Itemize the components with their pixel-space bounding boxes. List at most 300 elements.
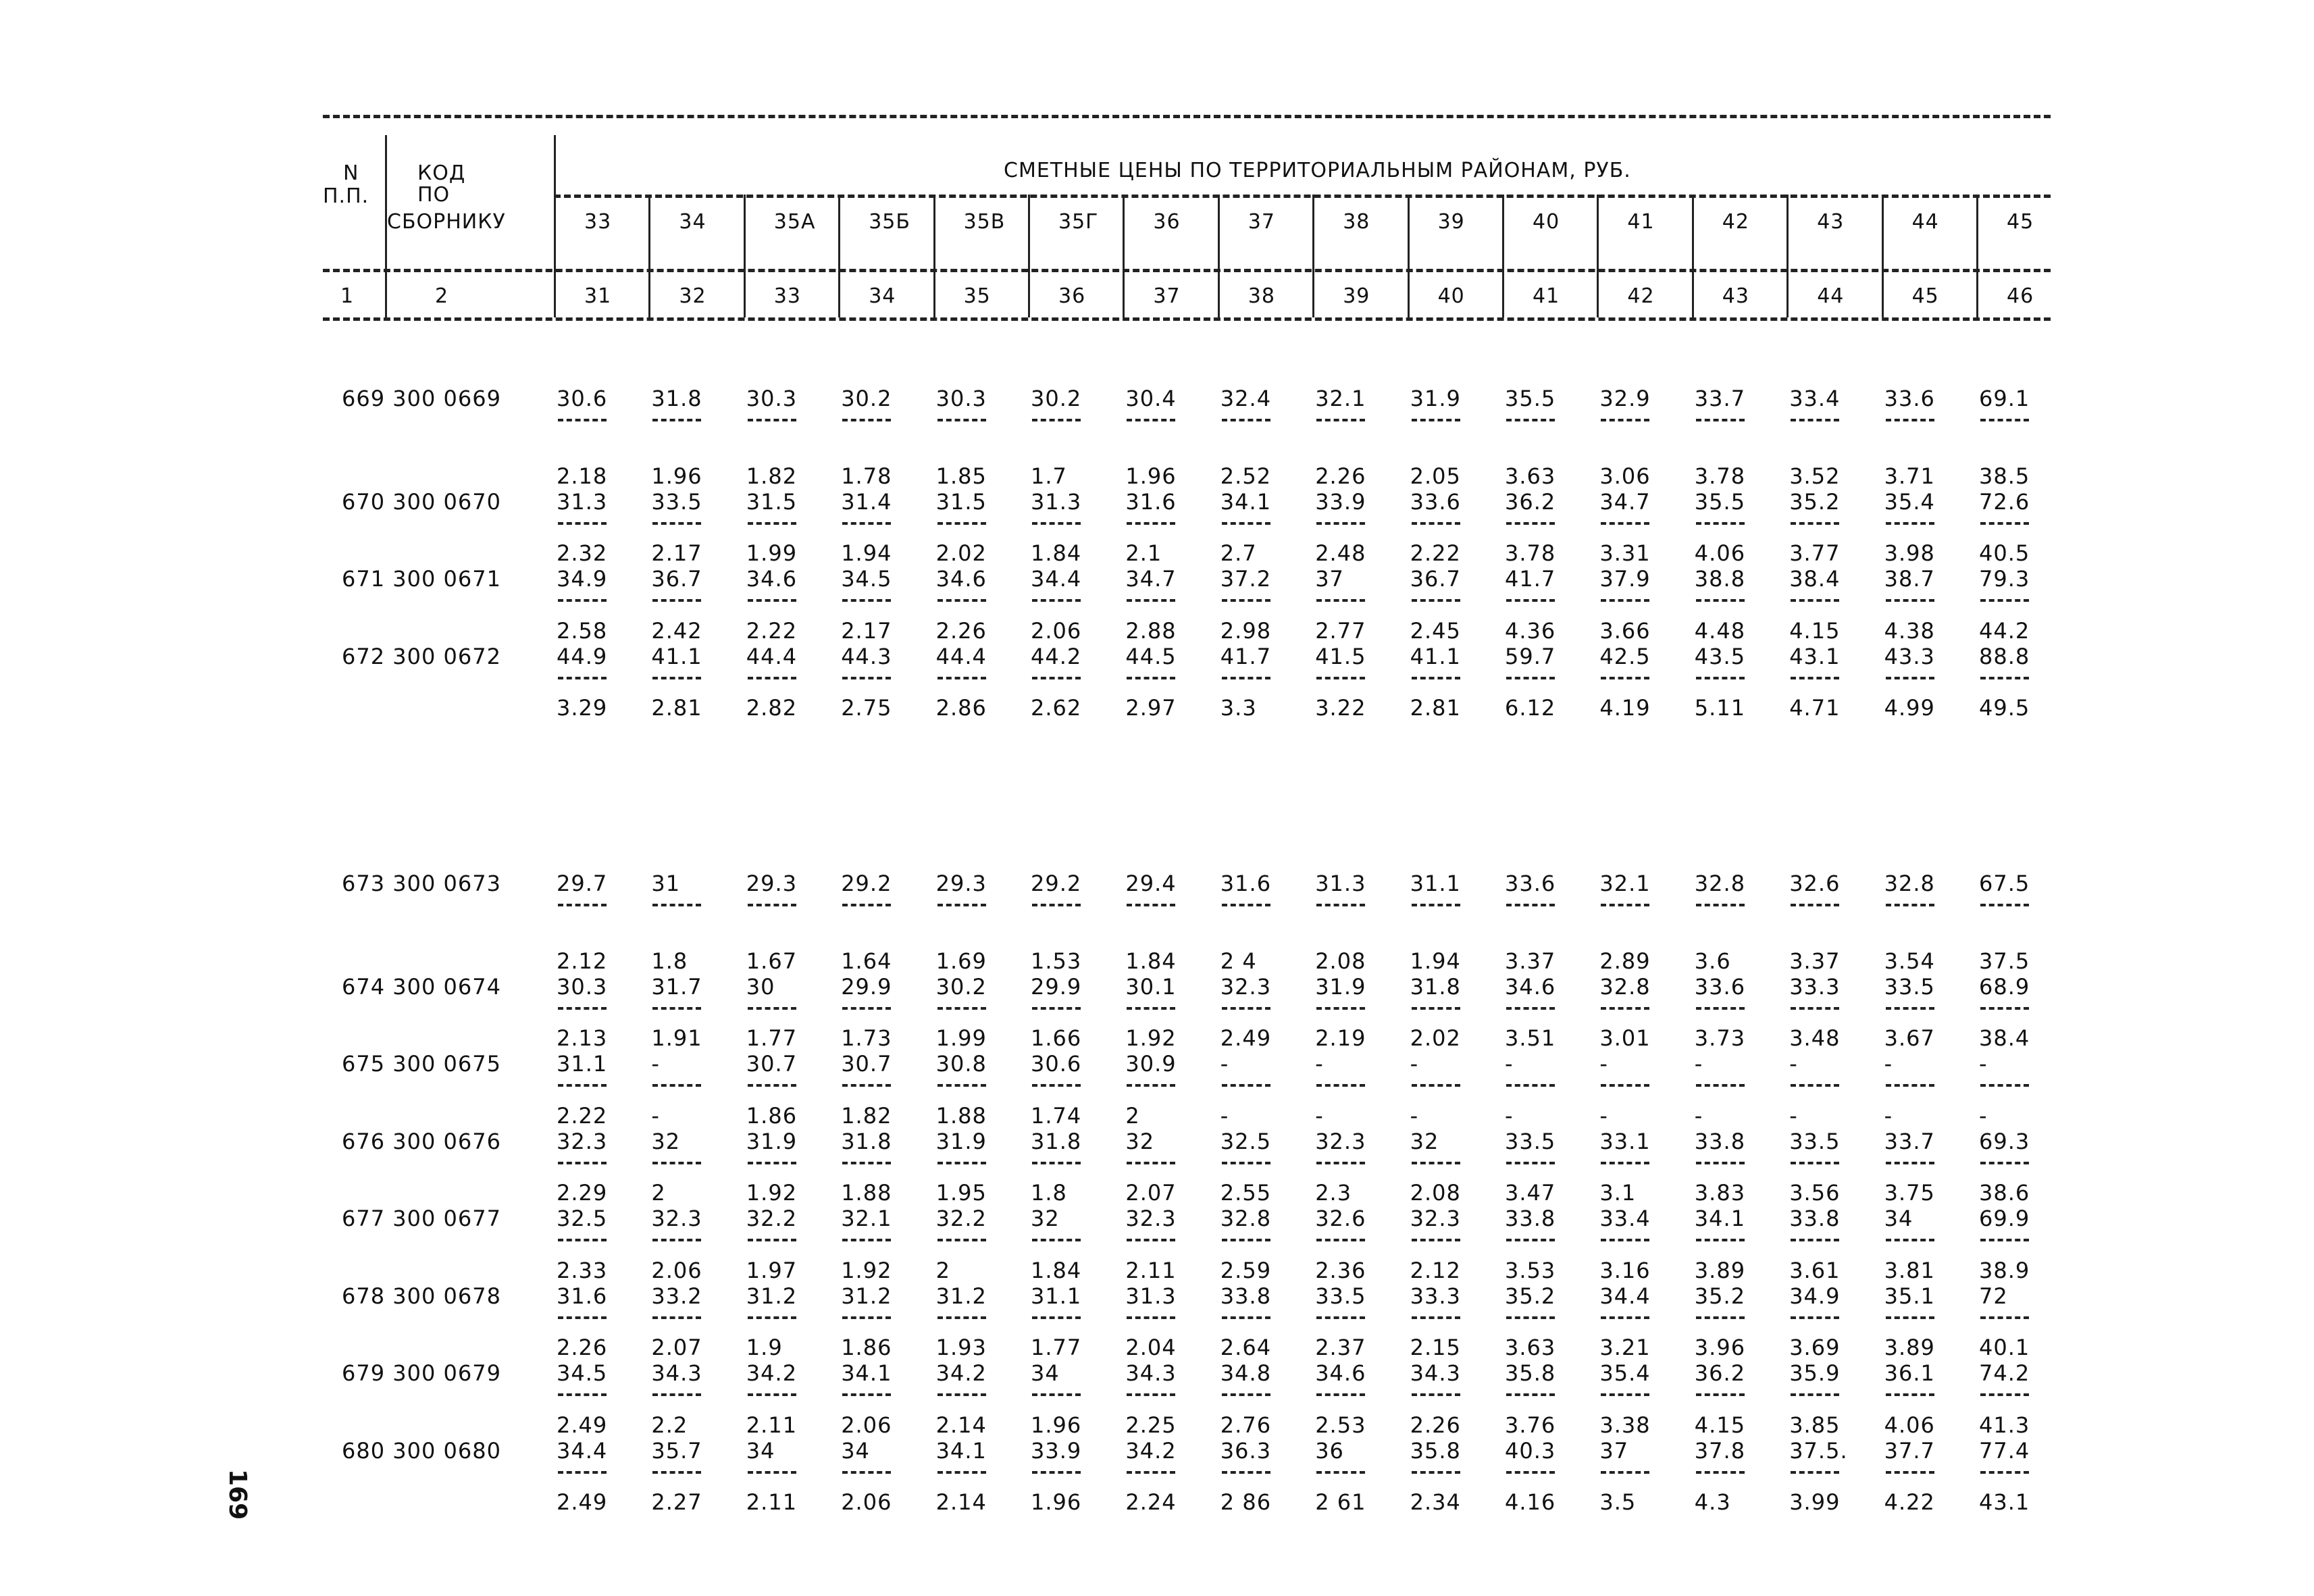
fraction-dash [1980, 1471, 2029, 1474]
fraction-dash [652, 1239, 701, 1241]
cell-value: 37.7 [1884, 1437, 1935, 1464]
fraction-dash [558, 1393, 607, 1396]
fraction-dash [1696, 1471, 1745, 1474]
cell-value: 1.84 [1125, 948, 1177, 974]
cell-value: 59.7 [1505, 643, 1556, 669]
fraction-dash [1222, 419, 1270, 421]
cell-value: 2.18 [557, 463, 608, 489]
cell-value: 30.1 [1125, 973, 1177, 1000]
fraction-dash [1696, 1007, 1745, 1010]
fraction-dash [1222, 904, 1270, 906]
cell-value: 2.45 [1410, 617, 1461, 644]
cell-value: 31.6 [1125, 488, 1177, 515]
cell-value: 36.7 [1410, 566, 1461, 592]
fraction-dash [1506, 904, 1555, 906]
cell-value: 32.3 [1315, 1128, 1366, 1154]
header-separator [933, 195, 935, 317]
header-region-code: 37 [1248, 210, 1275, 234]
cell-value: 3.22 [1315, 695, 1366, 721]
cell-value: 41.5 [1315, 643, 1366, 669]
cell-value: 37.5 [1979, 948, 2030, 974]
cell-value: 4.48 [1694, 617, 1746, 644]
fraction-dash [1791, 1162, 1839, 1164]
cell-value: 31.2 [746, 1283, 798, 1309]
header-col-number: 46 [2007, 284, 2034, 308]
fraction-dash [1032, 419, 1081, 421]
cell-value: 2.06 [651, 1257, 702, 1283]
cell-value: 33.4 [1789, 386, 1841, 411]
cell-value: 32.4 [1220, 386, 1272, 411]
cell-value: 4.71 [1789, 695, 1841, 721]
cell-value: 2.26 [1315, 463, 1366, 489]
fraction-dash [1032, 1162, 1081, 1164]
fraction-dash [1791, 904, 1839, 906]
cell-value: 30 [746, 973, 775, 1000]
cell-value: 3.98 [1884, 540, 1935, 566]
header-col-number: 34 [869, 284, 896, 308]
fraction-dash [748, 1162, 796, 1164]
fraction-dash [1032, 522, 1081, 525]
fraction-dash [1696, 419, 1745, 421]
cell-value: 37 [1315, 566, 1344, 592]
header-region-code: 33 [584, 210, 612, 234]
fraction-dash [1980, 1084, 2029, 1087]
fraction-dash [937, 1316, 986, 1319]
header-bottom-rule [323, 317, 2051, 321]
cell-value: 35.2 [1789, 488, 1841, 515]
fraction-dash [937, 1007, 986, 1010]
fraction-dash [937, 677, 986, 679]
cell-value: 2.36 [1315, 1257, 1366, 1283]
cell-value: 3.3 [1220, 695, 1257, 721]
cell-value: 2.33 [557, 1257, 608, 1283]
cell-value: - [1789, 1102, 1798, 1129]
cell-value: 38.5 [1979, 463, 2030, 489]
cell-value: 2.98 [1220, 617, 1272, 644]
header-col-number: 1 [340, 284, 355, 308]
cell-value: 38.6 [1979, 1180, 2030, 1206]
cell-value: 2.42 [651, 617, 702, 644]
cell-value: 69.1 [1979, 386, 2030, 411]
header-col-number: 42 [1627, 284, 1655, 308]
fraction-dash [1032, 599, 1081, 602]
cell-value: 2 4 [1220, 948, 1257, 974]
cell-value: 41.3 [1979, 1412, 2030, 1438]
cell-value: 2.07 [651, 1335, 702, 1360]
cell-value: 2 [1125, 1102, 1140, 1129]
cell-value: 2.48 [1315, 540, 1366, 566]
header-region-code: 36 [1153, 210, 1181, 234]
row-id: 676 300 0676 [342, 1128, 501, 1154]
fraction-dash [1696, 1316, 1745, 1319]
cell-value: 3.71 [1884, 463, 1935, 489]
cell-value: 34.4 [1031, 566, 1082, 592]
cell-value: 30.6 [1031, 1051, 1082, 1077]
cell-value: - [1789, 1051, 1798, 1077]
cell-value: 32.9 [1599, 386, 1651, 411]
fraction-dash [1601, 904, 1649, 906]
cell-value: 2.12 [1410, 1257, 1461, 1283]
cell-value: 35.4 [1884, 488, 1935, 515]
fraction-dash [748, 419, 796, 421]
fraction-dash [842, 1393, 891, 1396]
cell-value: 33.8 [1789, 1206, 1841, 1231]
cell-value: 34 [1031, 1360, 1060, 1386]
cell-value: 32.6 [1789, 871, 1841, 896]
cell-value: 2.06 [841, 1412, 892, 1438]
cell-value: 5.11 [1694, 695, 1746, 721]
cell-value: 33.8 [1505, 1206, 1556, 1231]
fraction-dash [1791, 1007, 1839, 1010]
cell-value: 31.3 [1031, 488, 1082, 515]
cell-value: 36.2 [1694, 1360, 1746, 1386]
cell-value: 1.8 [651, 948, 688, 974]
cell-value: 35.5 [1694, 488, 1746, 515]
cell-value: 31.8 [1031, 1128, 1082, 1154]
cell-value: 32 [651, 1128, 681, 1154]
cell-value: 32.5 [1220, 1128, 1272, 1154]
fraction-dash [1127, 1471, 1175, 1474]
cell-value: 2.26 [935, 617, 987, 644]
fraction-dash [1886, 1162, 1934, 1164]
cell-value: 2.37 [1315, 1335, 1366, 1360]
cell-value: 3.83 [1694, 1180, 1746, 1206]
fraction-dash [1316, 1316, 1365, 1319]
cell-value: 29.2 [1031, 871, 1082, 896]
cell-value: 1.94 [1410, 948, 1461, 974]
fraction-dash [1316, 1007, 1365, 1010]
cell-value: 31.9 [1315, 973, 1366, 1000]
fraction-dash [558, 1316, 607, 1319]
cell-value: 31.5 [935, 488, 987, 515]
cell-value: 1.96 [1031, 1412, 1082, 1438]
fraction-dash [558, 904, 607, 906]
cell-value: 35.2 [1505, 1283, 1556, 1309]
fraction-dash [652, 1393, 701, 1396]
fraction-dash [1696, 599, 1745, 602]
fraction-dash [1127, 1162, 1175, 1164]
cell-value: 34.4 [557, 1437, 608, 1464]
fraction-dash [1886, 1393, 1934, 1396]
fraction-dash [1222, 1007, 1270, 1010]
cell-value: 88.8 [1979, 643, 2030, 669]
cell-value: 4.19 [1599, 695, 1651, 721]
cell-value: 30.9 [1125, 1051, 1177, 1077]
cell-value: 1.99 [746, 540, 798, 566]
cell-value: 1.88 [935, 1102, 987, 1129]
cell-value: 2.82 [746, 695, 798, 721]
cell-value: 3.52 [1789, 463, 1841, 489]
fraction-dash [1601, 522, 1649, 525]
fraction-dash [1696, 1084, 1745, 1087]
fraction-dash [937, 1393, 986, 1396]
fraction-dash [1316, 1084, 1365, 1087]
cell-value: - [1505, 1051, 1514, 1077]
cell-value: 3.54 [1884, 948, 1935, 974]
fraction-dash [1601, 599, 1649, 602]
cell-value: 32 [1031, 1206, 1060, 1231]
fraction-dash [748, 904, 796, 906]
cell-value: 33.6 [1694, 973, 1746, 1000]
cell-value: 1.88 [841, 1180, 892, 1206]
fraction-dash [1127, 1316, 1175, 1319]
cell-value: 38.4 [1789, 566, 1841, 592]
cell-value: - [651, 1102, 660, 1129]
fraction-dash [748, 599, 796, 602]
cell-value: 30.8 [935, 1051, 987, 1077]
fraction-dash [1032, 1007, 1081, 1010]
cell-value: 31.3 [557, 488, 608, 515]
fraction-dash [1412, 1239, 1460, 1241]
fraction-dash [1506, 1239, 1555, 1241]
cell-value: 35.2 [1694, 1283, 1746, 1309]
cell-value: 3.37 [1789, 948, 1841, 974]
cell-value: 4.38 [1884, 617, 1935, 644]
cell-value: 32.3 [557, 1128, 608, 1154]
cell-value: 31.9 [935, 1128, 987, 1154]
fraction-dash [842, 1162, 891, 1164]
fraction-dash [1601, 1162, 1649, 1164]
cell-value: 2.25 [1125, 1412, 1177, 1438]
cell-value: 1.94 [841, 540, 892, 566]
cell-value: 1.92 [1125, 1025, 1177, 1051]
fraction-dash [558, 599, 607, 602]
fraction-dash [1127, 1007, 1175, 1010]
cell-value: 2.75 [841, 695, 892, 721]
fraction-dash [937, 522, 986, 525]
cell-value: 2.53 [1315, 1412, 1366, 1438]
cell-value: 36.2 [1505, 488, 1556, 515]
fraction-dash [1980, 522, 2029, 525]
fraction-dash [1791, 1393, 1839, 1396]
cell-value: 31.8 [841, 1128, 892, 1154]
fraction-dash [1696, 904, 1745, 906]
cell-value: 2.97 [1125, 695, 1177, 721]
fraction-dash [842, 522, 891, 525]
cell-value: 32.2 [935, 1206, 987, 1231]
fraction-dash [1032, 1084, 1081, 1087]
fraction-dash [842, 1239, 891, 1241]
cell-value: 33.6 [1410, 488, 1461, 515]
cell-value: 41.1 [1410, 643, 1461, 669]
cell-value: 2 [935, 1257, 950, 1283]
fraction-dash [1601, 677, 1649, 679]
fraction-dash [1696, 1239, 1745, 1241]
fraction-dash [1791, 1084, 1839, 1087]
cell-value: 2.11 [1125, 1257, 1177, 1283]
cell-value: 3.99 [1789, 1489, 1841, 1515]
fraction-dash [748, 522, 796, 525]
cell-value: 2.14 [935, 1489, 987, 1515]
cell-value: 1.77 [746, 1025, 798, 1051]
fraction-dash [1222, 677, 1270, 679]
cell-value: 33.5 [651, 488, 702, 515]
cell-value: 2.14 [935, 1412, 987, 1438]
cell-value: 37.2 [1220, 566, 1272, 592]
fraction-dash [652, 677, 701, 679]
cell-value: 31.4 [841, 488, 892, 515]
fraction-dash [1222, 1162, 1270, 1164]
row-id: 669 300 0669 [342, 386, 501, 411]
cell-value: 2.32 [557, 540, 608, 566]
cell-value: 32.8 [1220, 1206, 1272, 1231]
cell-value: 72 [1979, 1283, 2008, 1309]
cell-value: 33.5 [1505, 1128, 1556, 1154]
cell-value: 1.96 [1031, 1489, 1082, 1515]
fraction-dash [652, 904, 701, 906]
header-code-label-1: КОД [417, 161, 466, 185]
cell-value: 3.38 [1599, 1412, 1651, 1438]
cell-value: 35.5 [1505, 386, 1556, 411]
cell-value: 1.7 [1031, 463, 1067, 489]
cell-value: 1.84 [1031, 540, 1082, 566]
header-region-code: 43 [1817, 210, 1845, 234]
header-separator [1028, 195, 1030, 317]
cell-value: 2.02 [1410, 1025, 1461, 1051]
fraction-dash [1032, 677, 1081, 679]
header-title: СМЕТНЫЕ ЦЕНЫ ПО ТЕРРИТОРИАЛЬНЫМ РАЙОНАМ, РУБ. [1004, 159, 1631, 182]
fraction-dash [1316, 419, 1365, 421]
fraction-dash [748, 1471, 796, 1474]
cell-value: 4.06 [1694, 540, 1746, 566]
header-code-label-3: СБОРНИКУ [387, 210, 506, 234]
fraction-dash [1506, 599, 1555, 602]
cell-value: 3.01 [1599, 1025, 1651, 1051]
cell-value: 30.4 [1125, 386, 1177, 411]
fraction-dash [842, 677, 891, 679]
fraction-dash [1980, 1162, 2029, 1164]
fraction-dash [1696, 1162, 1745, 1164]
row-id: 679 300 0679 [342, 1360, 501, 1386]
header-col-number: 35 [963, 284, 991, 308]
cell-value: 2.81 [1410, 695, 1461, 721]
cell-value: 2.05 [1410, 463, 1461, 489]
cell-value: 3.96 [1694, 1335, 1746, 1360]
fraction-dash [937, 599, 986, 602]
cell-value: 34.8 [1220, 1360, 1272, 1386]
header-separator [838, 195, 840, 317]
cell-value: 33.6 [1884, 386, 1935, 411]
cell-value: 34.3 [1410, 1360, 1461, 1386]
header-separator [1882, 195, 1884, 317]
cell-value: 3.51 [1505, 1025, 1556, 1051]
fraction-dash [558, 1471, 607, 1474]
cell-value: 1.9 [746, 1335, 783, 1360]
fraction-dash [748, 1316, 796, 1319]
cell-value: - [1599, 1102, 1608, 1129]
cell-value: 3.85 [1789, 1412, 1841, 1438]
cell-value: 2.29 [557, 1180, 608, 1206]
fraction-dash [1980, 599, 2029, 602]
cell-value: 2.12 [557, 948, 608, 974]
header-top-rule [323, 115, 2051, 118]
fraction-dash [1316, 599, 1365, 602]
header-region-code: 34 [679, 210, 706, 234]
cell-value: 2.06 [841, 1489, 892, 1515]
cell-value: 42.5 [1599, 643, 1651, 669]
fraction-dash [1412, 1162, 1460, 1164]
fraction-dash [937, 419, 986, 421]
cell-value: 3.89 [1884, 1335, 1935, 1360]
cell-value: 41.7 [1505, 566, 1556, 592]
cell-value: 3.53 [1505, 1257, 1556, 1283]
cell-value: 31.1 [1410, 871, 1461, 896]
cell-value: 36.3 [1220, 1437, 1272, 1464]
cell-value: 1.97 [746, 1257, 798, 1283]
cell-value: 2.07 [1125, 1180, 1177, 1206]
header-separator [1597, 195, 1599, 317]
cell-value: 1.82 [746, 463, 798, 489]
cell-value: 2.19 [1315, 1025, 1366, 1051]
row-id: 671 300 0671 [342, 566, 501, 592]
cell-value: 1.96 [651, 463, 702, 489]
cell-value: 2.58 [557, 617, 608, 644]
fraction-dash [842, 1084, 891, 1087]
cell-value: 2.26 [557, 1335, 608, 1360]
fraction-dash [1222, 1393, 1270, 1396]
cell-value: 43.3 [1884, 643, 1935, 669]
cell-value: 2 61 [1315, 1489, 1366, 1515]
header-region-code: 35В [963, 210, 1006, 234]
fraction-dash [1601, 1471, 1649, 1474]
cell-value: 34.5 [841, 566, 892, 592]
cell-value: 37.5. [1789, 1437, 1848, 1464]
cell-value: 33.9 [1315, 488, 1366, 515]
header-separator [1976, 195, 1978, 317]
header-region-code: 35Г [1058, 210, 1099, 234]
header-separator [648, 195, 650, 317]
cell-value: 3.61 [1789, 1257, 1841, 1283]
cell-value: 4.22 [1884, 1489, 1935, 1515]
fraction-dash [558, 419, 607, 421]
header-col-number: 32 [679, 284, 706, 308]
fraction-dash [1316, 1239, 1365, 1241]
cell-value: 38.7 [1884, 566, 1935, 592]
cell-value: - [1315, 1102, 1324, 1129]
fraction-dash [748, 1393, 796, 1396]
cell-value: 2.55 [1220, 1180, 1272, 1206]
cell-value: 32.1 [1315, 386, 1366, 411]
cell-value: 34.2 [1125, 1437, 1177, 1464]
cell-value: 38.8 [1694, 566, 1746, 592]
cell-value: 43.5 [1694, 643, 1746, 669]
cell-value: 2.81 [651, 695, 702, 721]
header-separator [1312, 195, 1314, 317]
cell-value: 1.92 [841, 1257, 892, 1283]
cell-value: 2.24 [1125, 1489, 1177, 1515]
cell-value: 2.49 [557, 1412, 608, 1438]
cell-value: 33.5 [1315, 1283, 1366, 1309]
fraction-dash [1980, 419, 2029, 421]
cell-value: 30.2 [841, 386, 892, 411]
cell-value: 1.8 [1031, 1180, 1067, 1206]
cell-value: 41.1 [651, 643, 702, 669]
fraction-dash [652, 1162, 701, 1164]
fraction-dash [558, 522, 607, 525]
cell-value: 2.89 [1599, 948, 1651, 974]
cell-value: 3.89 [1694, 1257, 1746, 1283]
cell-value: 30.3 [557, 973, 608, 1000]
cell-value: 1.53 [1031, 948, 1082, 974]
cell-value: 1.91 [651, 1025, 702, 1051]
fraction-dash [558, 677, 607, 679]
fraction-dash [1601, 1007, 1649, 1010]
fraction-dash [1316, 522, 1365, 525]
cell-value: 31.2 [841, 1283, 892, 1309]
cell-value: 30.2 [935, 973, 987, 1000]
fraction-dash [1412, 522, 1460, 525]
fraction-dash [937, 904, 986, 906]
